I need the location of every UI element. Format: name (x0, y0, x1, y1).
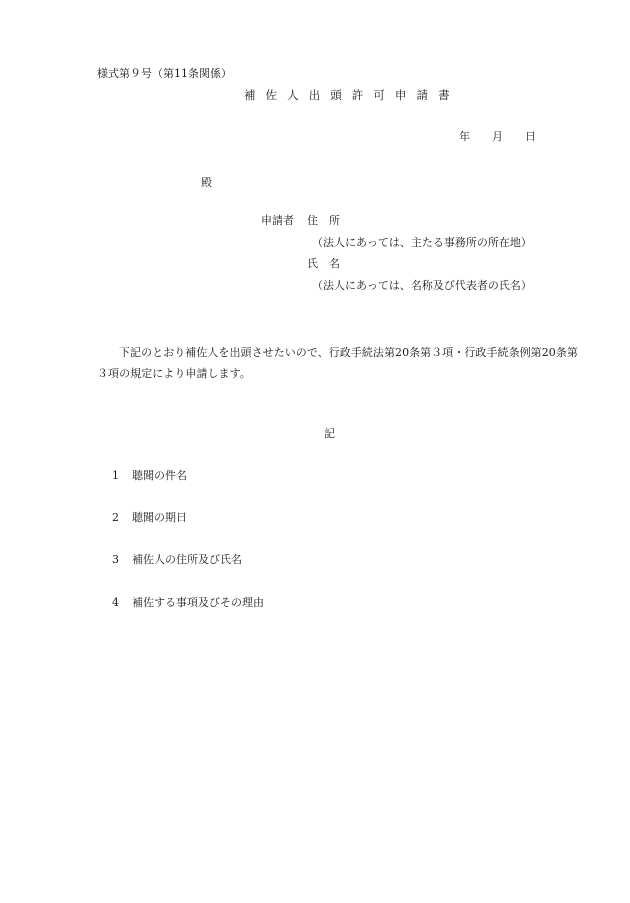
request-body-text: 下記のとおり補佐人を出頭させたいので、行政手続法第20条第３項・行政手続条例第20条第３項の規定により申請します。 (97, 346, 578, 380)
date-day-label: 日 (525, 130, 536, 143)
list-item (112, 554, 242, 565)
date-month-label: 月 (492, 130, 503, 143)
name-note: （法人にあっては、名称及び代表者の氏名） (312, 279, 532, 292)
applicant-label: 申請者 (261, 214, 294, 227)
document-title: 補 佐 人 出 頭 許 可 申 請 書 (244, 88, 453, 102)
ki-heading: 記 (324, 427, 335, 440)
item-label: 補佐する事項及びその理由 (132, 596, 264, 609)
item-number: 3 (112, 553, 119, 566)
address-note: （法人にあっては、主たる事務所の所在地） (312, 236, 532, 249)
form-number: 様式第９号（第11条関係） (97, 67, 232, 80)
list-item (112, 470, 187, 481)
item-label: 補佐人の住所及び氏名 (132, 553, 242, 566)
item-label: 聴聞の期日 (132, 511, 187, 524)
date-year-label: 年 (459, 130, 470, 143)
address-label: 住 所 (307, 214, 340, 227)
name-label: 氏 名 (307, 257, 340, 270)
item-number: 4 (112, 596, 119, 609)
addressee-suffix: 殿 (201, 176, 212, 189)
list-item (112, 597, 264, 608)
item-label: 聴聞の件名 (132, 469, 187, 482)
list-item (112, 512, 187, 523)
date-line (459, 131, 536, 142)
item-number: 1 (112, 469, 119, 482)
item-number: 2 (112, 511, 119, 524)
